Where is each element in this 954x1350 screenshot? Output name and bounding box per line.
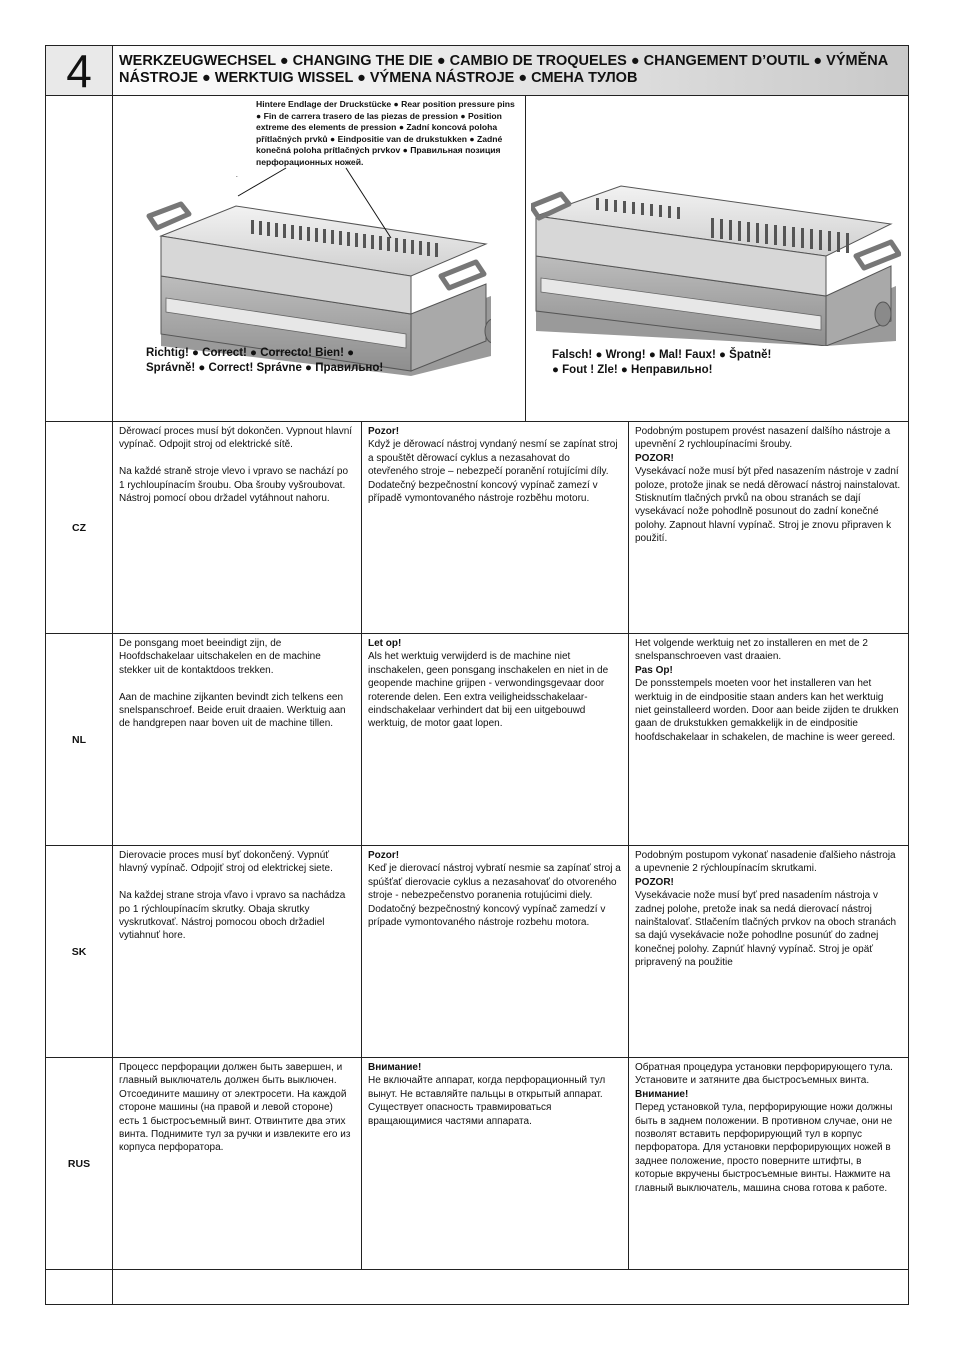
- warning-text: [362, 422, 629, 633]
- wrong-die-illustration: [531, 146, 901, 346]
- warning-body: Als het werktuig verwijderd is de machine niet inschakelen, geen ponsgang inschakelen en niet in de geopende machine grijpen - verwondingsgevaar door roterende delen. Een extra veiligheidsschakelaar- eindschakelaar verhindert dat bij een uitgebouwd werktuig, de motor gaat lopen.: [368, 651, 609, 730]
- step-3-text: [629, 634, 908, 845]
- figure-row: [46, 96, 908, 422]
- warning-text: [362, 634, 629, 845]
- step-1-text: [113, 422, 362, 633]
- figure-divider: [525, 96, 526, 421]
- empty-label-cell: [46, 1270, 113, 1305]
- language-row-nl: [46, 634, 908, 846]
- language-label: NL: [46, 634, 113, 845]
- empty-footer-row: [46, 1270, 908, 1305]
- language-label: RUS: [46, 1058, 113, 1269]
- language-row-cz: [46, 422, 908, 634]
- warning-label: Внимание!: [635, 1088, 689, 1100]
- step-1-text: [113, 634, 362, 845]
- warning-text: [362, 1058, 629, 1269]
- section-number: 4: [66, 44, 92, 97]
- paragraph: Na každé straně stroje vlevo i vpravo se nachází po 1 rychloupínacím šroubu. Oba šrouby vyšroubovat. Nástroj pomocí obou držadel vytáhnout nahoru.: [119, 466, 349, 505]
- note-leader-lines: [226, 166, 406, 256]
- warning-label: Внимание!: [368, 1062, 422, 1073]
- paragraph: Dierovacie proces musí byť dokončený. Vypnúť hlavný vypínač. Odpojiť stroj od elektrickej siete.: [119, 850, 333, 875]
- step-1-text: [113, 1058, 362, 1269]
- section-header: [46, 46, 908, 96]
- wrong-caption: Falsch! ● Wrong! ● Mal! Faux! ● Špatně! ● Fout ! Zle! ● Неправильно!: [552, 349, 772, 376]
- paragraph: Na každej strane stroja vľavo i vpravo sa nachádza po 1 rýchloupínacím skrutky. Obaja skrutky vyskrutkovať. Nástroj pomocou oboch držadiel vytiahnuť hore.: [119, 890, 346, 942]
- rear-position-note: Hintere Endlage der Druckstücke ● Rear position pressure pins ● Fin de carrera trasero de las piezas de pression ● Position extreme des elements de pression ● Zadní koncová poloha přítlačných prvků ● Eindpositie van de drukstukken ● Zadné konečná poloha prítlačných prvkov ● Правильная позиция перфорационных ножей.: [256, 99, 515, 167]
- warning-body: Keď je dierovací nástroj vybratí nesmie sa zapínať stroj a spúšťať dierovacie cyklus a nezasahovať do otvoreného stroje - nebezpečenstvo poranenia rotujúcimi diely. Dodatočný bezpečnostný koncový vypínač zamedzí v prípade vymontovaného nástroje rozbehu motora.: [368, 863, 621, 929]
- step-3-intro: Podobným postupom vykonať nasadenie ďalšieho nástroja a upevnenie 2 rýchloupínacím skrutkami.: [635, 850, 896, 875]
- section-number-cell: [46, 46, 113, 95]
- warning-label: Let op!: [368, 638, 402, 649]
- step-3-body: De ponsstempels moeten voor het installeren van het werktuig in de eindpositie staan anders kan het werktuig niet geinstalleerd worden. Door aan beide zijden te drukken gaan de drukstukken gemakkelijk in de eindpositie hoofdschakelaar in schakelen, de machine is weer gereed.: [635, 678, 899, 743]
- paragraph: Aan de machine zijkanten bevindt zich telkens een snelspanschroef. Beide eruit draaien. Werktuig aan de handgrepen naar boven uit de machine tillen.: [119, 691, 346, 730]
- warning-text: [362, 846, 629, 1057]
- paragraph: Děrowací proces musí být dokončen. Vypnout hlavní vypínač. Odpojit stroj od elektrické sítě.: [119, 426, 353, 451]
- warning-body: Když je děrowací nástroj vyndaný nesmí se zapínat stroj a spouštět děrowací cyklus a nezasahovat do otevřeného stroje – nebezpečí poranění rotujícími díly. Dodatečný bezpečnostní koncový vypínač zamezí v případě vymontovaného nástroje rozběhu motoru.: [368, 439, 618, 505]
- paragraph: De ponsgang moet beeindigt zijn, de Hoofdschakelaar uitschakelen en de machine stekker uit de kontaktdoos trekken.: [119, 638, 321, 676]
- warning-label: Pozor!: [368, 850, 400, 861]
- warning-label: Pas Op!: [635, 664, 673, 676]
- warning-label: POZOR!: [635, 876, 674, 888]
- correct-caption: Richtig! ● Correct! ● Correcto! Bien! ● Správně! ● Correct! Správne ● Правильно!: [146, 347, 384, 374]
- warning-body: Не включайте аппарат, когда перфорационный тул вынут. Не вставляйте пальцы в открытый аппарат. Существует опасность травмироваться вращающимися частями аппарата.: [368, 1075, 606, 1127]
- step-3-body: Vysekávací nože musí být před nasazením nástroje v zadní poloze, protože jinak se nedá děrowací nástroj nainstalovat. Stisknutím tlačných prvků na obou stranách se dají vysekávací nože pohodlně posunout do zadní konečné polohy. Zapnout hlavní vypínač. Stroj je znovu připraven k použití.: [635, 466, 901, 545]
- step-3-text: [629, 422, 908, 633]
- language-row-rus: [46, 1058, 908, 1270]
- warning-label: Pozor!: [368, 426, 400, 437]
- step-1-text: [113, 846, 362, 1057]
- step-3-intro: Podobným postupem provést nasazení dalšího nástroje a upevnění 2 rychloupínacími šrouby.: [635, 426, 891, 451]
- step-3-text: [629, 846, 908, 1057]
- step-3-body: Vysekávacie nože musí byť pred nasadením nástroja v zadnej polohe, pretože inak sa nedá dierovací nástroj nainštalovať. Stlačením tlačných prvkov na oboch stranách sa dajú vysekávacie nože pohodlne posunúť do zadnej konečnej polohy. Zapnúť hlavný vypínač. Stroj je opäť pripravený na použitie: [635, 890, 897, 969]
- paragraph: Процесс перфорации должен быть завершен, и главный выключатель должен быть выключен. Отсоедините машину от электросети. На каждой стороне машины (на правой и левой стороне) есть 1 быстросъемный винт. Отвинтите два этих винта. Поднимите тул за ручки и извлеките его из корпуса перфоратора.: [119, 1062, 351, 1154]
- step-3-intro: Het volgende werktuig net zo installeren en met de 2 snelspanschroeven vast draaien.: [635, 638, 868, 663]
- language-label: CZ: [46, 422, 113, 633]
- figure-row-label-cell: [46, 96, 113, 421]
- step-3-intro: Обратная процедура установки перфорирующего тула. Установите и затяните два быстросъемных винта.: [635, 1062, 893, 1087]
- language-label: SK: [46, 846, 113, 1057]
- page-frame: [45, 45, 909, 1305]
- section-title: WERKZEUGWECHSEL ● CHANGING THE DIE ● CAMBIO DE TROQUELES ● CHANGEMENT D’OUTIL ● VÝMĚNA NÁSTROJE ● WERKTUIG WISSEL ● VÝMENA NÁSTROJE ● СМЕНА ТУЛОВ: [119, 53, 888, 86]
- warning-label: POZOR!: [635, 452, 674, 464]
- step-3-body: Перед установкой тула, перфорирующие ножи должны быть в заднем положении. В противном случае, они не позволят вставить перфорирующий тул в корпус перфоратора. Для установки перфорирующих ножей в заднее положение, просто поверните штифты, в которые вкручены быстросъемные винты. Нажмите на главный выключатель, машина снова готова к работе.: [635, 1102, 893, 1194]
- language-row-sk: [46, 846, 908, 1058]
- step-3-text: [629, 1058, 908, 1269]
